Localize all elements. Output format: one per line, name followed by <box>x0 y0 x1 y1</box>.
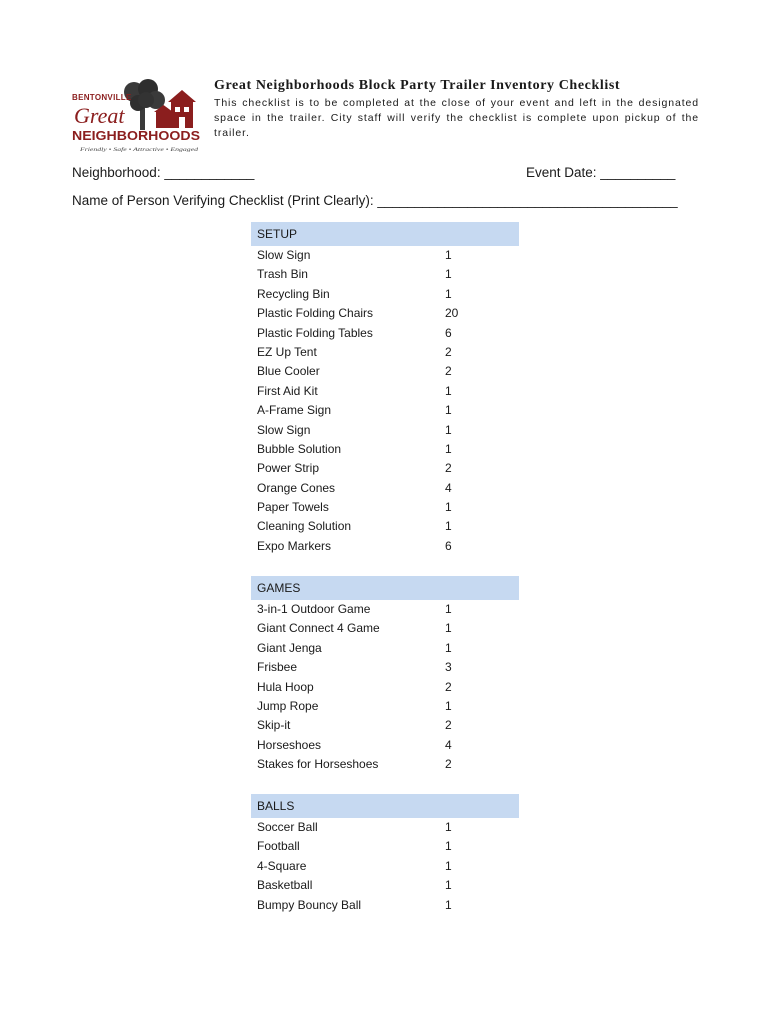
item-name: Frisbee <box>257 660 298 675</box>
item-name: Soccer Ball <box>257 820 318 834</box>
item-name: Trash Bin <box>257 267 308 282</box>
item-name: Slow Sign <box>257 248 311 262</box>
item-name: First Aid Kit <box>257 383 318 398</box>
section-setup <box>251 222 519 556</box>
item-quantity: 1 <box>445 383 452 398</box>
section-header: GAMES <box>251 576 519 600</box>
checklist-row <box>251 362 519 381</box>
neighborhood-field[interactable]: Neighborhood: ____________ <box>72 165 255 180</box>
checklist-row <box>251 736 519 755</box>
item-quantity: 1 <box>445 621 452 636</box>
item-quantity: 1 <box>445 248 452 262</box>
item-name: Paper Towels <box>257 500 329 515</box>
item-quantity: 3 <box>445 660 452 675</box>
checklist-row <box>251 537 519 556</box>
item-name: Giant Connect 4 Game <box>257 621 380 636</box>
section-header: SETUP <box>251 222 519 246</box>
logo-tagline: Friendly • Safe • Attractive • Engaged <box>80 147 164 153</box>
item-quantity: 20 <box>445 306 459 321</box>
item-name: Orange Cones <box>257 480 336 495</box>
section-games <box>251 576 519 775</box>
item-quantity: 6 <box>445 325 452 340</box>
bentonville-great-neighborhoods-logo <box>72 78 202 154</box>
checklist-row <box>251 324 519 343</box>
item-quantity: 1 <box>445 878 452 893</box>
item-name: Power Strip <box>257 461 320 476</box>
item-name: Horseshoes <box>257 737 322 752</box>
item-quantity: 2 <box>445 461 452 476</box>
item-quantity: 2 <box>445 364 452 379</box>
checklist-row <box>251 382 519 401</box>
checklist-row <box>251 678 519 697</box>
item-quantity: 1 <box>445 422 452 437</box>
checklist-row <box>251 517 519 536</box>
checklist-row <box>251 639 519 658</box>
item-name: Giant Jenga <box>257 640 322 655</box>
item-name: Bumpy Bouncy Ball <box>257 897 362 912</box>
checklist-row <box>251 246 519 265</box>
item-quantity: 2 <box>445 757 452 772</box>
checklist-row <box>251 459 519 478</box>
item-quantity: 1 <box>445 519 452 534</box>
item-name: Blue Cooler <box>257 364 320 379</box>
checklist-row <box>251 755 519 774</box>
item-quantity: 2 <box>445 344 452 359</box>
item-name: Recycling Bin <box>257 286 330 301</box>
item-name: EZ Up Tent <box>257 344 317 359</box>
checklist-row <box>251 818 519 837</box>
item-quantity: 1 <box>445 500 452 515</box>
checklist-row <box>251 343 519 362</box>
item-quantity: 4 <box>445 737 452 752</box>
logo-line1: BENTONVILLE <box>72 93 132 102</box>
checklist-row <box>251 837 519 856</box>
item-quantity: 1 <box>445 839 452 854</box>
checklist-row <box>251 600 519 619</box>
item-quantity: 6 <box>445 538 452 553</box>
checklist-row <box>251 304 519 323</box>
item-name: Skip-it <box>257 718 291 733</box>
checklist-row <box>251 440 519 459</box>
checklist-row <box>251 658 519 677</box>
item-name: Football <box>257 839 300 854</box>
checklist-row <box>251 265 519 284</box>
item-quantity: 2 <box>445 679 452 694</box>
item-name: Hula Hoop <box>257 679 314 694</box>
item-quantity: 1 <box>445 441 452 456</box>
item-name: Slow Sign <box>257 422 311 437</box>
item-name: Bubble Solution <box>257 441 342 456</box>
item-name: Plastic Folding Tables <box>257 325 373 340</box>
item-quantity: 1 <box>445 698 452 713</box>
item-quantity: 1 <box>445 602 452 616</box>
event-date-field[interactable]: Event Date: __________ <box>526 165 676 180</box>
logo-line2: Great <box>74 103 125 128</box>
checklist-row <box>251 619 519 638</box>
item-quantity: 4 <box>445 480 452 495</box>
verifier-name-field[interactable]: Name of Person Verifying Checklist (Print Clearly): ________________________________________ <box>72 193 678 208</box>
item-name: Expo Markers <box>257 538 332 553</box>
checklist-row <box>251 421 519 440</box>
checklist-row <box>251 498 519 517</box>
checklist-row <box>251 716 519 735</box>
item-name: A-Frame Sign <box>257 403 332 418</box>
item-quantity: 1 <box>445 820 452 834</box>
item-name: Stakes for Horseshoes <box>257 757 379 772</box>
logo-graphic <box>72 78 202 154</box>
checklist-row <box>251 697 519 716</box>
item-quantity: 2 <box>445 718 452 733</box>
item-quantity: 1 <box>445 897 452 912</box>
item-name: 3-in-1 Outdoor Game <box>257 602 371 616</box>
intro-text: This checklist is to be completed at the close of your event and left in the designated space in the trailer. City staff will verify the checklist is complete upon pickup of the trailer. <box>214 97 699 139</box>
item-name: Cleaning Solution <box>257 519 352 534</box>
item-name: Plastic Folding Chairs <box>257 306 374 321</box>
item-quantity: 1 <box>445 858 452 873</box>
checklist-row <box>251 896 519 915</box>
item-name: 4-Square <box>257 858 307 873</box>
checklist-row <box>251 876 519 895</box>
checklist-row <box>251 401 519 420</box>
item-name: Basketball <box>257 878 313 893</box>
item-quantity: 1 <box>445 403 452 418</box>
section-header: BALLS <box>251 794 519 818</box>
checklist-row <box>251 285 519 304</box>
item-quantity: 1 <box>445 640 452 655</box>
logo-line3: NEIGHBORHOODS <box>72 128 201 143</box>
item-name: Jump Rope <box>257 698 319 713</box>
checklist-row <box>251 479 519 498</box>
item-quantity: 1 <box>445 267 452 282</box>
section-balls <box>251 794 519 915</box>
page-title: Great Neighborhoods Block Party Trailer Inventory Checklist <box>214 78 621 93</box>
item-quantity: 1 <box>445 286 452 301</box>
checklist-row <box>251 857 519 876</box>
